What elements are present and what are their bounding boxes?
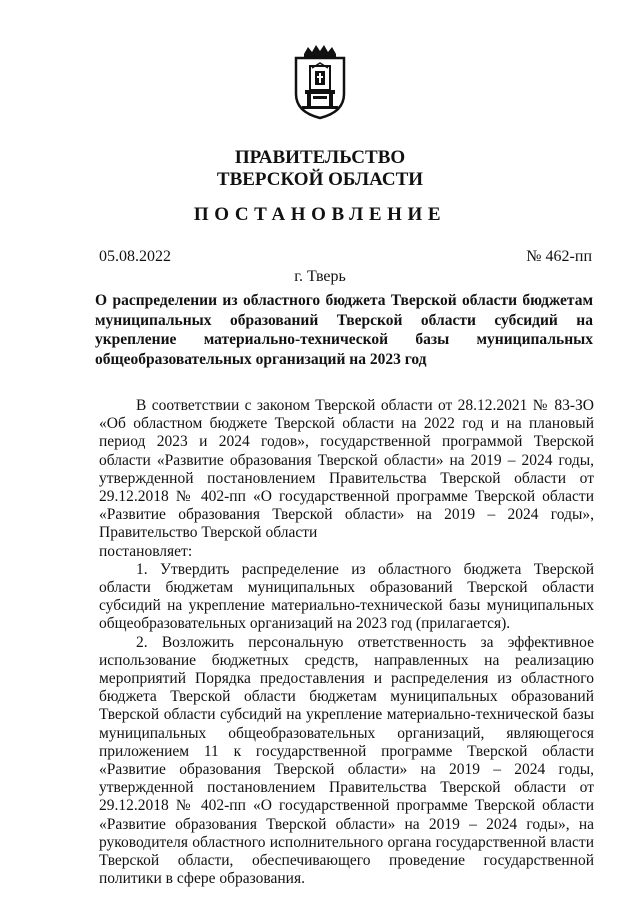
org-name-line1: ПРАВИТЕЛЬСТВО — [234, 147, 406, 168]
document-date: 05.08.2022 — [99, 248, 171, 265]
decree-word: постановляет: — [99, 542, 193, 560]
document-type: ПОСТАНОВЛЕНИЕ — [193, 204, 447, 225]
tver-coat-of-arms-icon — [290, 44, 350, 120]
document-city: г. Тверь — [294, 268, 346, 285]
org-name-line2: ТВЕРСКОЙ ОБЛАСТИ — [216, 169, 424, 190]
document-number: № 462-пп — [526, 248, 592, 265]
document-body — [99, 397, 594, 888]
item-1-paragraph: 1. Утвердить распределение из областного бюджета Тверской области бюджетам муниципальных образований Тверской области субсидий на укрепление материально-технической базы муниципальных общеобразовательных организаций на 2023 год (прилагается). — [99, 560, 594, 633]
intro-paragraph: В соответствии с законом Тверской области от 28.12.2021 № 83-ЗО «Об областном бюджете Тверской области на 2022 год и на плановый период 2023 и 2024 годов», государственной программой Тверской области «Развитие образования Тверской области» на 2019 – 2024 годы, утвержденной постановлением Правительства Тверской области от 29.12.2018 № 402-пп «О государственной программе Тверской области «Развитие образования Тверской области» на 2019 – 2024 годы», Правительство Тверской области — [99, 397, 594, 542]
document-title: О распределении из областного бюджета Тверской области бюджетам муниципальных образований Тверской области субсидий на укрепление материально-технической базы муниципальных общеобразовательных организаций на 2023 год — [95, 292, 593, 368]
item-2-paragraph: 2. Возложить персональную ответственность за эффективное использование бюджетных средств, направленных на реализацию мероприятий Порядка предоставления и распределения из областного бюджета Тверской области бюджетам муниципальных образований Тверской области субсидий на укрепление материально-технической базы муниципальных общеобразовательных организаций, являющегося приложением 11 к государственной программе Тверской области «Развитие образования Тверской области» на 2019 – 2024 годы, утвержденной постановлением Правительства Тверской области от 29.12.2018 № 402-пп «О государственной программе Тверской области «Развитие образования Тверской области» на 2019 – 2024 годы», на руководителя областного исполнительного органа государственной власти Тверской области, обеспечивающего проведение государственной политики в сфере образования. — [99, 633, 594, 888]
